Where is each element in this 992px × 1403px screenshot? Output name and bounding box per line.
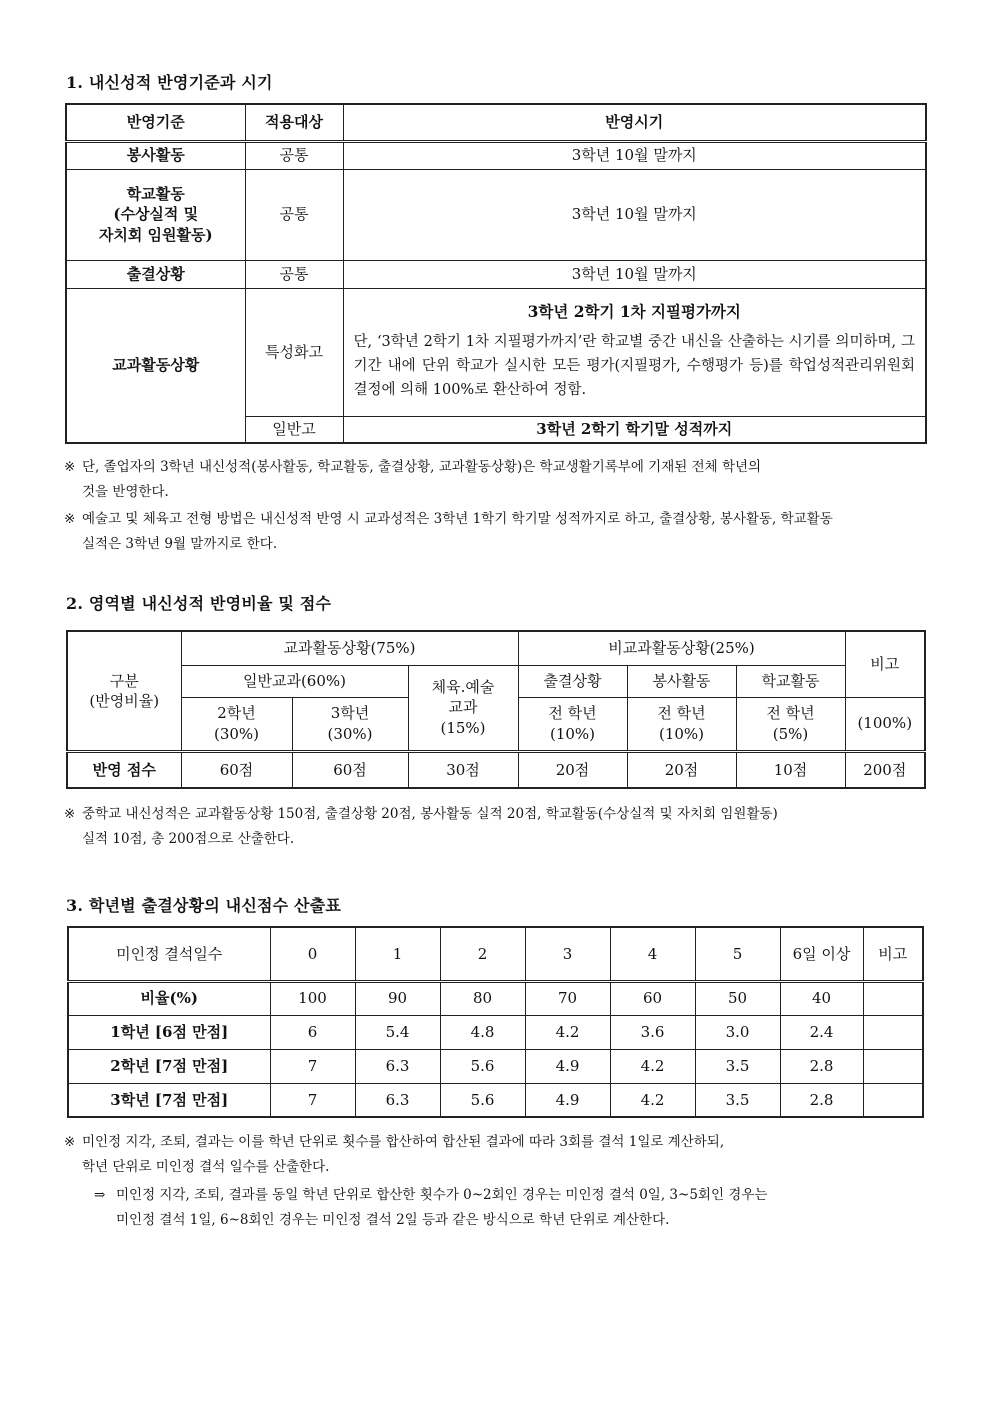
score-label: 반영 점수 <box>67 751 181 788</box>
section3-note <box>64 1130 944 1180</box>
section3-subnote <box>94 1183 949 1233</box>
score-cell: 200점 <box>845 751 925 788</box>
table-cell: 4.2 <box>610 1083 695 1117</box>
note-line: 실적은 3학년 9월 말까지로 한다. <box>82 536 278 552</box>
note-header: 비고 <box>845 631 925 697</box>
table-cell: 6 <box>270 1015 355 1049</box>
note-line <box>64 1130 944 1155</box>
attendance-header-row <box>68 927 923 981</box>
note-line: 것을 반영한다. <box>82 484 169 500</box>
criterion-cell: 출결상황 <box>66 260 245 288</box>
note-text: 미인정 지각, 조퇴, 결과를 동일 학년 단위로 합산한 횟수가 0~2회인 경우는 미인정 결석 0일, 3~5회인 경우는 <box>116 1187 768 1203</box>
remarks-cell <box>863 981 923 1015</box>
total-ratio: (100%) <box>845 697 925 751</box>
table-cell: 4.8 <box>440 1015 525 1049</box>
remarks-header: 비고 <box>863 927 923 981</box>
section1-note <box>64 455 944 505</box>
note-line: 학년 단위로 미인정 결석 일수를 산출한다. <box>82 1159 330 1175</box>
target-cell: 특성화고 <box>245 288 343 416</box>
ratio-table <box>66 630 926 789</box>
note-text: 단, 졸업자의 3학년 내신성적(봉사활동, 학교활동, 출결상황, 교과활동상황)은 학교생활기록부에 기재된 전체 학년의 <box>82 459 762 475</box>
target-cell: 공통 <box>245 169 343 260</box>
table-cell: 2.8 <box>780 1083 863 1117</box>
table-cell: 6.3 <box>355 1049 440 1083</box>
note-mark: ※ <box>64 806 76 822</box>
score-row <box>67 751 925 788</box>
special-period-note: 단, ‘3학년 2학기 1차 지필평가까지’란 학교별 중간 내신을 산출하는 시기를 의미하며, 그 기간 내에 단위 학교가 실시한 모든 평가(지필평가, 수행평가 등)를 학업성적관리위원회 결정에 의해 100%로 환산하여 정함. <box>353 334 915 399</box>
score-cell: 20점 <box>518 751 627 788</box>
table-row <box>68 1049 923 1083</box>
header-criterion: 반영기준 <box>66 104 245 141</box>
grade2-ratio <box>181 697 292 751</box>
table-cell: 3.5 <box>695 1049 780 1083</box>
section1-title: 1. 내신성적 반영기준과 시기 <box>66 73 273 92</box>
row-label: 3학년 [7점 만점] <box>68 1083 270 1117</box>
table-row <box>66 141 926 169</box>
note-mark: ※ <box>64 1134 76 1150</box>
criterion-line: 자치회 임원활동) <box>98 225 213 244</box>
section3-title: 3. 학년별 출결상황의 내신점수 산출표 <box>66 896 342 915</box>
note-line <box>94 1183 949 1208</box>
table-cell: 4.9 <box>525 1083 610 1117</box>
ratio-line: 3학년 <box>330 704 370 723</box>
remarks-cell <box>863 1083 923 1117</box>
table-cell: 100 <box>270 981 355 1015</box>
table-cell: 70 <box>525 981 610 1015</box>
table-cell: 80 <box>440 981 525 1015</box>
ratio-line: 2학년 <box>217 704 256 723</box>
arrow-icon: ⇒ <box>94 1187 106 1203</box>
table-cell: 5.6 <box>440 1083 525 1117</box>
score-cell: 60점 <box>292 751 408 788</box>
ratio-line: (30%) <box>327 724 373 743</box>
score-cell: 10점 <box>736 751 845 788</box>
arts-line: (15%) <box>440 718 486 737</box>
absence-col-header: 5 <box>695 927 780 981</box>
target-cell: 일반고 <box>245 416 343 443</box>
score-cell: 60점 <box>181 751 292 788</box>
section2-note <box>64 802 944 852</box>
table-row <box>68 981 923 1015</box>
ratio-line: 전 학년 <box>766 704 815 723</box>
criteria-table <box>65 103 927 444</box>
table-cell: 40 <box>780 981 863 1015</box>
table-cell: 3.0 <box>695 1015 780 1049</box>
note-line: 실적 10점, 총 200점으로 산출한다. <box>82 831 295 847</box>
note-text: 예술고 및 체육고 전형 방법은 내신성적 반영 시 교과성적은 3학년 1학기 학기말 성적까지로 하고, 출결상황, 봉사활동, 학교활동 <box>82 511 833 527</box>
special-period-title: 3학년 2학기 1차 지필평가까지 <box>527 301 741 321</box>
school-activity-ratio <box>736 697 845 751</box>
score-cell: 30점 <box>408 751 518 788</box>
table-row <box>68 1015 923 1049</box>
header-period: 반영시기 <box>343 104 926 141</box>
ratio-line: (10%) <box>658 724 705 743</box>
ratio-header-row <box>67 631 925 665</box>
section1-note <box>64 507 944 557</box>
attendance-header: 출결상황 <box>518 665 627 697</box>
target-cell: 공통 <box>245 260 343 288</box>
table-cell: 7 <box>270 1049 355 1083</box>
ratio-line: 전 학년 <box>548 704 597 723</box>
note-text: 미인정 지각, 조퇴, 결과는 이를 학년 단위로 횟수를 합산하여 합산된 결과에 따라 3회를 결석 1일로 계산하되, <box>82 1134 725 1150</box>
table-cell: 4.2 <box>525 1015 610 1049</box>
table-row <box>68 1083 923 1117</box>
table-cell: 90 <box>355 981 440 1015</box>
header-target: 적용대상 <box>245 104 343 141</box>
note-line: 미인정 결석 1일, 6~8회인 경우는 미인정 결석 2일 등과 같은 방식으로 학년 단위로 계산한다. <box>116 1212 670 1228</box>
absence-days-header: 미인정 결석일수 <box>68 927 270 981</box>
absence-col-header: 3 <box>525 927 610 981</box>
absence-col-header: 6일 이상 <box>780 927 863 981</box>
criterion-line: 학교활동 <box>126 185 185 204</box>
section2-title: 2. 영역별 내신성적 반영비율 및 점수 <box>66 594 332 613</box>
attendance-ratio <box>518 697 627 751</box>
note-line <box>64 802 944 827</box>
table-cell: 3.6 <box>610 1015 695 1049</box>
criteria-header-row <box>66 104 926 141</box>
table-cell: 4.2 <box>610 1049 695 1083</box>
period-cell: 3학년 10월 말까지 <box>343 169 926 260</box>
row-label: 1학년 [6점 만점] <box>68 1015 270 1049</box>
note-mark: ※ <box>64 511 76 527</box>
arts-line: 교과 <box>448 698 478 717</box>
criterion-cell <box>66 169 245 260</box>
table-row <box>66 288 926 416</box>
ratio-line: (30%) <box>213 724 260 743</box>
table-cell: 2.4 <box>780 1015 863 1049</box>
absence-col-header: 1 <box>355 927 440 981</box>
ratio-line: (10%) <box>549 724 596 743</box>
table-row <box>66 260 926 288</box>
table-cell: 6.3 <box>355 1083 440 1117</box>
grade3-ratio <box>292 697 408 751</box>
remarks-cell <box>863 1049 923 1083</box>
attendance-table <box>67 926 924 1118</box>
table-row <box>66 169 926 260</box>
ratio-line: 전 학년 <box>657 704 706 723</box>
category-line: 구분 <box>109 671 139 690</box>
table-cell: 2.8 <box>780 1049 863 1083</box>
absence-col-header: 4 <box>610 927 695 981</box>
note-line <box>64 507 944 532</box>
subject-group-header: 교과활동상황(75%) <box>181 631 518 665</box>
period-cell: 3학년 2학기 학기말 성적까지 <box>343 416 926 443</box>
table-cell: 3.5 <box>695 1083 780 1117</box>
note-mark: ※ <box>64 459 76 475</box>
arts-header <box>408 665 518 751</box>
period-cell: 3학년 10월 말까지 <box>343 141 926 169</box>
category-header <box>67 631 181 751</box>
criterion-cell: 봉사활동 <box>66 141 245 169</box>
nonsubject-group-header: 비교과활동상황(25%) <box>518 631 845 665</box>
ratio-line: (5%) <box>772 724 809 743</box>
table-cell: 7 <box>270 1083 355 1117</box>
row-label: 비율(%) <box>68 981 270 1015</box>
score-cell: 20점 <box>627 751 736 788</box>
period-cell: 3학년 10월 말까지 <box>343 260 926 288</box>
volunteer-ratio <box>627 697 736 751</box>
table-cell: 4.9 <box>525 1049 610 1083</box>
absence-col-header: 0 <box>270 927 355 981</box>
general-subject-header: 일반교과(60%) <box>181 665 408 697</box>
volunteer-header: 봉사활동 <box>627 665 736 697</box>
note-line <box>64 455 944 480</box>
category-line: (반영비율) <box>89 691 160 710</box>
criterion-line: (수상실적 및 <box>113 205 199 224</box>
table-cell: 60 <box>610 981 695 1015</box>
table-cell: 50 <box>695 981 780 1015</box>
arts-line: 체육.예술 <box>431 678 495 697</box>
table-cell: 5.4 <box>355 1015 440 1049</box>
remarks-cell <box>863 1015 923 1049</box>
ratio-header-row <box>67 665 925 697</box>
absence-col-header: 2 <box>440 927 525 981</box>
school-activity-header: 학교활동 <box>736 665 845 697</box>
period-cell <box>343 288 926 416</box>
note-text: 중학교 내신성적은 교과활동상황 150점, 출결상황 20점, 봉사활동 실적 20점, 학교활동(수상실적 및 자치회 임원활동) <box>82 806 778 822</box>
target-cell: 공통 <box>245 141 343 169</box>
criterion-cell: 교과활동상황 <box>66 288 245 443</box>
row-label: 2학년 [7점 만점] <box>68 1049 270 1083</box>
table-cell: 5.6 <box>440 1049 525 1083</box>
